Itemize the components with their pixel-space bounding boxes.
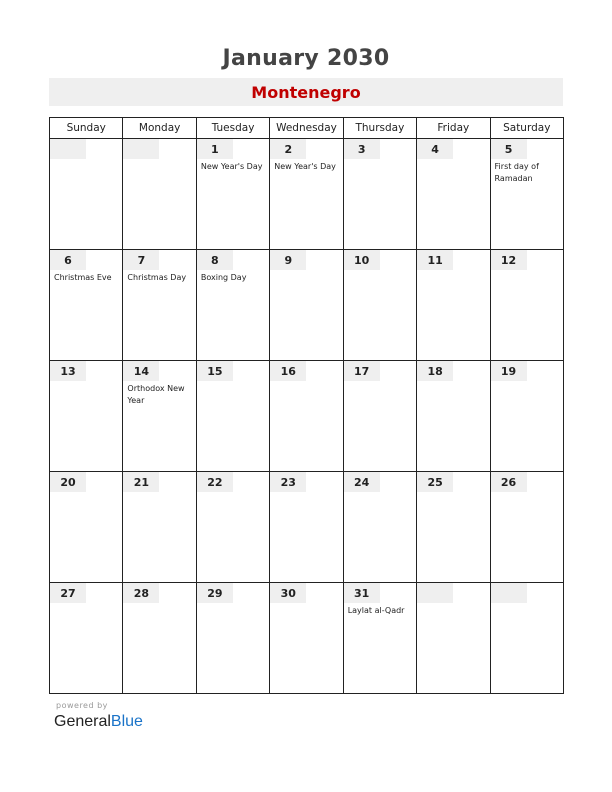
day-number: 6 [50,250,86,270]
weekday-header: Wednesday [270,118,343,139]
day-number: 30 [270,583,306,603]
day-number: 26 [491,472,527,492]
holiday-label: Orthodox New Year [127,384,185,405]
day-number: 9 [270,250,306,270]
day-number: 17 [344,361,380,381]
day-cell [417,472,490,583]
day-cell [50,472,123,583]
day-cell [196,139,269,250]
day-number: 10 [344,250,380,270]
holiday-label [417,381,489,383]
holiday-label [270,270,342,272]
day-cell [270,361,343,472]
holiday-label [417,492,489,494]
day-cell [417,361,490,472]
day-cell [490,250,563,361]
weekday-header: Tuesday [196,118,269,139]
day-number: 22 [197,472,233,492]
holiday-label: Christmas Day [127,273,187,282]
day-cell [50,250,123,361]
holiday-label [491,381,563,383]
holiday-label: New Year's Day [274,162,336,171]
day-cell [270,250,343,361]
holiday-label [123,492,195,494]
country-banner [49,78,563,106]
calendar-grid [49,117,564,694]
day-cell [123,139,196,250]
day-number: 25 [417,472,453,492]
holiday-label [270,381,342,383]
day-cell [123,583,196,694]
day-cell [490,583,563,694]
holiday-label: First day of Ramadan [494,162,539,183]
holiday-label: Christmas Eve [54,273,112,282]
day-cell [50,361,123,472]
day-number: 15 [197,361,233,381]
day-number: 14 [123,361,159,381]
holiday-label [50,381,122,383]
weekday-header: Saturday [490,118,563,139]
day-number: 19 [491,361,527,381]
day-number: 18 [417,361,453,381]
day-cell [123,250,196,361]
day-number: 23 [270,472,306,492]
day-cell [490,361,563,472]
day-number: 8 [197,250,233,270]
holiday-label: Laylat al-Qadr [347,606,405,615]
day-number: 7 [123,250,159,270]
week-row [50,361,564,472]
day-number [417,583,453,603]
day-number [123,139,159,159]
weekday-header: Friday [417,118,490,139]
day-cell [123,472,196,583]
holiday-label [50,603,122,605]
week-row [50,139,564,250]
holiday-label: New Year's Day [200,162,263,171]
holiday-label [123,159,195,161]
day-number: 16 [270,361,306,381]
day-cell [196,583,269,694]
day-cell [50,139,123,250]
holiday-label [491,603,563,605]
holiday-label [123,603,195,605]
weekday-header: Sunday [50,118,123,139]
day-cell [417,250,490,361]
holiday-label [344,381,416,383]
holiday-label [417,603,489,605]
weekday-header: Monday [123,118,196,139]
holiday-label: Boxing Day [200,273,247,282]
holiday-label [270,492,342,494]
day-number: 4 [417,139,453,159]
holiday-label [197,492,269,494]
day-number: 28 [123,583,159,603]
weekday-header-row [50,118,564,139]
holiday-label [50,159,122,161]
day-number: 24 [344,472,380,492]
day-cell [343,139,416,250]
holiday-label [344,492,416,494]
holiday-label [50,492,122,494]
week-row [50,472,564,583]
week-row [50,250,564,361]
day-number: 5 [491,139,527,159]
day-number: 12 [491,250,527,270]
day-number: 13 [50,361,86,381]
day-cell [343,361,416,472]
day-cell [490,472,563,583]
day-number: 2 [270,139,306,159]
holiday-label [417,270,489,272]
day-cell [270,583,343,694]
generalblue-logo[interactable] [54,713,143,731]
day-number: 27 [50,583,86,603]
day-number: 1 [197,139,233,159]
holiday-label [197,603,269,605]
holiday-label [344,159,416,161]
day-number: 31 [344,583,380,603]
country-name: Montenegro [251,83,361,102]
day-cell [196,472,269,583]
day-cell [417,583,490,694]
holiday-label [417,159,489,161]
day-cell [270,472,343,583]
holiday-label [491,492,563,494]
brand-general: General [54,713,111,730]
day-number: 11 [417,250,453,270]
powered-by-text: powered by [56,701,108,710]
day-cell [343,583,416,694]
day-number [50,139,86,159]
day-number [491,583,527,603]
day-cell [50,583,123,694]
holiday-label [197,381,269,383]
day-cell [343,472,416,583]
brand-blue: Blue [110,713,143,730]
week-row [50,583,564,694]
holiday-label [270,603,342,605]
day-cell [123,361,196,472]
day-number: 21 [123,472,159,492]
calendar-title: January 2030 [222,46,390,71]
day-number: 20 [50,472,86,492]
holiday-label [491,270,563,272]
day-cell [490,139,563,250]
day-cell [196,250,269,361]
day-cell [196,361,269,472]
day-number: 29 [197,583,233,603]
holiday-label [344,270,416,272]
day-cell [270,139,343,250]
day-cell [417,139,490,250]
day-cell [343,250,416,361]
weekday-header: Thursday [343,118,416,139]
day-number: 3 [344,139,380,159]
